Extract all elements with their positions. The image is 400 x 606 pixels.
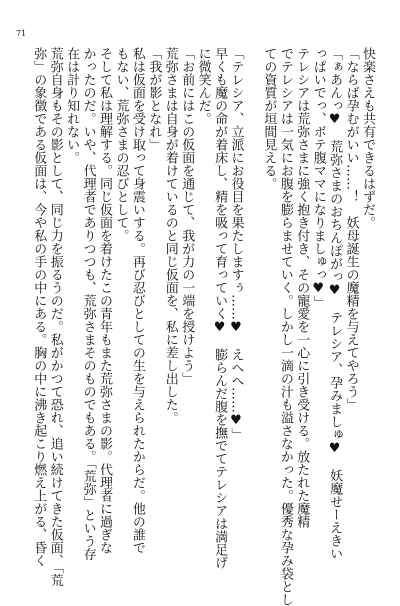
text-column: 「お前にはこの仮面を通じて、我が力の一端を授けよう」 [179,47,195,385]
page-number: 71 [16,29,27,38]
text-column: 弥」の象徴である仮面は、今や私の手の中にある。胸の中に沸き起こり燃え上がる、昏く [31,47,47,567]
text-column: テレシアは荒弥さまに強く抱き付き、その寵愛を一心に引き受ける。放たれた魔精 [294,47,310,528]
text-column: 荒弥さまは自身が着けているのと同じ仮面を、私に差し出した。 [162,47,178,424]
text-column: でテレシアは一気にお腹を膨らませていく。しかし一滴の汁も溢さなかった。優秀な孕み袋とし [277,47,293,606]
text-column: そして私は理解する。同じ仮面を着けたこの青年もまた荒弥さまの影。代理者に過ぎな [97,47,112,554]
text-column: もない、荒弥さまの忍びとして。 [113,47,129,242]
text-column: 私は仮面を受け取って身震いする。再び忍びとしての生を与えられたからだ。他の誰で [129,47,145,554]
text-column: 「ならば孕むがいい……！ 妖母誕生の魔精を与えてやろう」 [343,47,359,411]
text-column: 快楽さえも共有できるはずだ。 [360,47,375,229]
text-column: 早くも魔の命が着床し、精を吸って育っていく♥ 膨らんだ腹を撫でてテレシアは満足げ [212,47,228,569]
text-column: ての資質が垣間見える。 [261,47,277,190]
text-column: 在は計り知れない。 [64,47,80,164]
vertical-text-body [31,47,375,606]
text-column: 「我が影となれ」 [146,47,162,151]
text-column: 「ぁあんっ♥ 荒弥さまのおちんぽがっ♥ テレシア、孕みましゅ♥ 妖魔せーえきい [327,47,343,560]
text-column: 荒弥自身もその影として、同じ力を振るうのだ。私がかつて恐れ、追い続けてきた仮面、「荒 [47,47,63,587]
text-column: に微笑んだ。 [195,47,211,125]
text-column: 「テレシア、立派にお役目を果たしますぅ……♥ えへへ……♥」 [228,47,244,441]
text-column: っぱいでっ、ボテ腹ママになりましゅっ♥」 [310,47,326,309]
text-column: かったのだ。いや、代理者でありつつも、荒弥さまそのものでもある。「荒弥」という存 [80,47,96,561]
